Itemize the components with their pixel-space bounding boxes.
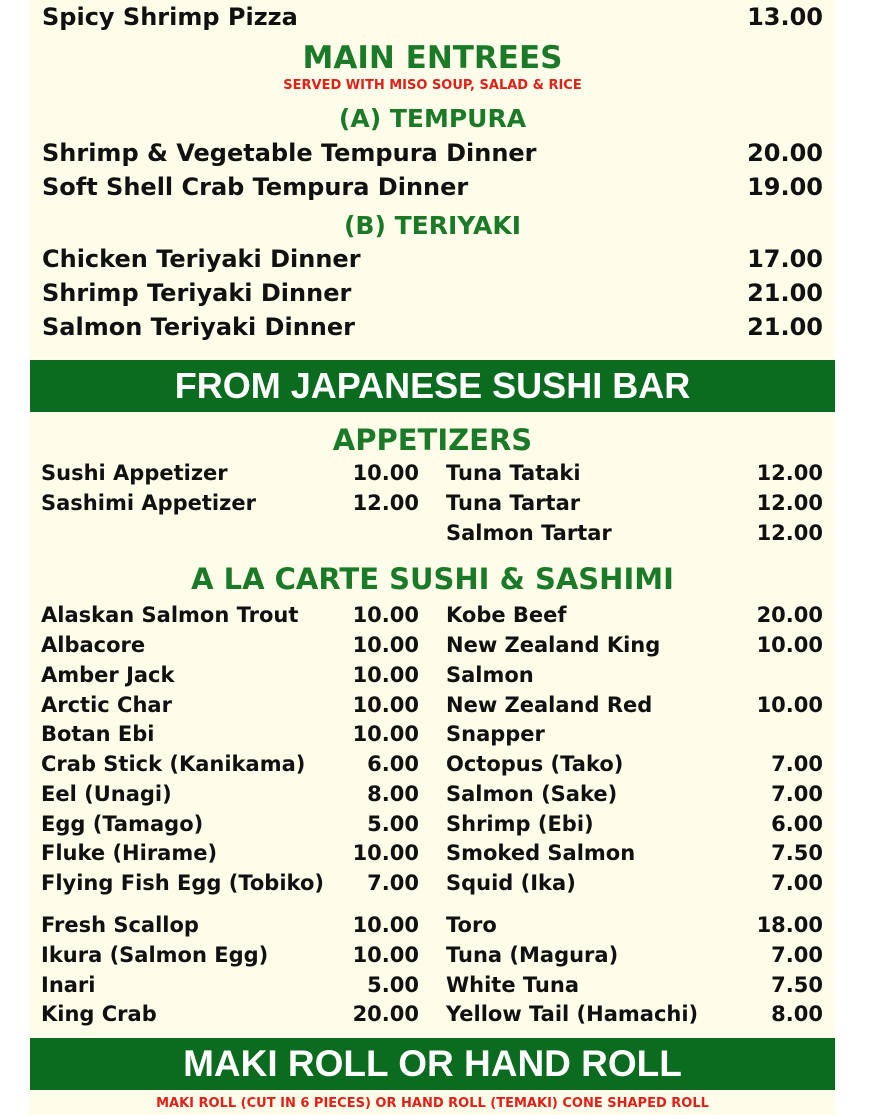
menu-item-price: 12.00 bbox=[756, 521, 823, 545]
menu-item-price: 18.00 bbox=[756, 913, 823, 937]
menu-item-price: 20.00 bbox=[756, 603, 823, 627]
menu-item-name: King Crab bbox=[41, 1002, 157, 1026]
menu-item-name: Smoked Salmon bbox=[446, 841, 636, 865]
menu-item-name: Ikura (Salmon Egg) bbox=[41, 943, 269, 967]
subsection-title-tempura: (A) TEMPURA bbox=[338, 104, 527, 133]
menu-item-name: Eel (Unagi) bbox=[41, 782, 172, 806]
menu-item-name: Fresh Scallop bbox=[41, 913, 199, 937]
menu-item-name: Inari bbox=[41, 973, 96, 997]
menu-item-name: Tuna Tataki bbox=[446, 461, 581, 485]
subsection-title-teriyaki: (B) TERIYAKI bbox=[343, 211, 522, 240]
menu-item-price: 7.00 bbox=[771, 782, 823, 806]
section-subtitle: MAKI ROLL (CUT IN 6 PIECES) OR HAND ROLL (TEMAKI) CONE SHAPED ROLL bbox=[156, 1096, 709, 1111]
menu-item-price: 10.00 bbox=[352, 633, 419, 657]
menu-item-name: Tuna (Magura) bbox=[446, 943, 619, 967]
menu-item-price: 8.00 bbox=[367, 782, 419, 806]
menu-item-name: Botan Ebi bbox=[41, 722, 155, 746]
menu-item-price: 7.00 bbox=[771, 943, 823, 967]
menu-item-price: 12.00 bbox=[756, 461, 823, 485]
menu-item-name: Arctic Char bbox=[41, 693, 172, 717]
menu-item-price: 10.00 bbox=[352, 693, 419, 717]
menu-item-price: 12.00 bbox=[756, 491, 823, 515]
menu-page bbox=[30, 0, 835, 1115]
menu-item-price: 10.00 bbox=[352, 913, 419, 937]
menu-item-price: 5.00 bbox=[367, 973, 419, 997]
menu-item-price: 10.00 bbox=[352, 461, 419, 485]
menu-item-name: Salmon Tartar bbox=[446, 521, 612, 545]
menu-item-price: 7.50 bbox=[771, 973, 823, 997]
section-subtitle: SERVED WITH MISO SOUP, SALAD & RICE bbox=[283, 78, 582, 93]
menu-item-name: Salmon (Sake) bbox=[446, 782, 618, 806]
menu-item-price: 13.00 bbox=[747, 3, 823, 31]
menu-item-name: New Zealand King bbox=[446, 633, 661, 657]
menu-item-price: 10.00 bbox=[352, 841, 419, 865]
section-banner-sushi-bar: FROM JAPANESE SUSHI BAR bbox=[30, 360, 835, 412]
section-banner-maki-roll: MAKI ROLL OR HAND ROLL bbox=[30, 1038, 835, 1090]
menu-item-name: Shrimp (Ebi) bbox=[446, 812, 594, 836]
menu-item-name: Egg (Tamago) bbox=[41, 812, 204, 836]
menu-item-name: Yellow Tail (Hamachi) bbox=[446, 1002, 699, 1026]
menu-item-name: White Tuna bbox=[446, 973, 579, 997]
menu-item-price: 17.00 bbox=[747, 245, 823, 273]
menu-item-price: 10.00 bbox=[756, 693, 823, 717]
menu-item-name: Tuna Tartar bbox=[446, 491, 581, 515]
menu-item-price: 8.00 bbox=[771, 1002, 823, 1026]
menu-item-price: 7.00 bbox=[771, 752, 823, 776]
menu-item-price: 20.00 bbox=[747, 139, 823, 167]
menu-item-name: Chicken Teriyaki Dinner bbox=[42, 245, 361, 273]
menu-item-price: 10.00 bbox=[352, 943, 419, 967]
menu-item-price: 7.00 bbox=[771, 871, 823, 895]
section-title-appetizers: APPETIZERS bbox=[332, 423, 533, 457]
menu-item-price: 5.00 bbox=[367, 812, 419, 836]
menu-item-price: 7.50 bbox=[771, 841, 823, 865]
menu-item-price: 20.00 bbox=[352, 1002, 419, 1026]
menu-item-name: Spicy Shrimp Pizza bbox=[42, 3, 298, 31]
menu-item-name: Amber Jack bbox=[41, 663, 175, 687]
menu-item-name: Crab Stick (Kanikama) bbox=[41, 752, 306, 776]
menu-item-price: 21.00 bbox=[747, 313, 823, 341]
menu-item-name: Salmon bbox=[446, 663, 534, 687]
section-title-main-entrees: MAIN ENTREES bbox=[302, 40, 563, 76]
menu-item-name: Soft Shell Crab Tempura Dinner bbox=[42, 173, 469, 201]
menu-item-price: 10.00 bbox=[352, 722, 419, 746]
menu-item-name: Shrimp & Vegetable Tempura Dinner bbox=[42, 139, 537, 167]
menu-item-name: Snapper bbox=[446, 722, 545, 746]
menu-item-name: Alaskan Salmon Trout bbox=[41, 603, 299, 627]
menu-item-name: Squid (Ika) bbox=[446, 871, 576, 895]
menu-item-price: 21.00 bbox=[747, 279, 823, 307]
menu-item-name: Flying Fish Egg (Tobiko) bbox=[41, 871, 324, 895]
menu-item-name: Albacore bbox=[41, 633, 146, 657]
menu-item-price: 7.00 bbox=[367, 871, 419, 895]
menu-item-price: 12.00 bbox=[352, 491, 419, 515]
menu-item-price: 10.00 bbox=[352, 663, 419, 687]
menu-item-name: Octopus (Tako) bbox=[446, 752, 624, 776]
menu-item-price: 6.00 bbox=[367, 752, 419, 776]
menu-item-name: New Zealand Red bbox=[446, 693, 653, 717]
menu-item-name: Shrimp Teriyaki Dinner bbox=[42, 279, 352, 307]
menu-item-name: Toro bbox=[446, 913, 497, 937]
menu-item-name: Sashimi Appetizer bbox=[41, 491, 256, 515]
menu-item-name: Salmon Teriyaki Dinner bbox=[42, 313, 355, 341]
menu-item-name: Sushi Appetizer bbox=[41, 461, 228, 485]
menu-item-price: 10.00 bbox=[756, 633, 823, 657]
menu-item-price: 10.00 bbox=[352, 603, 419, 627]
menu-item-price: 19.00 bbox=[747, 173, 823, 201]
menu-item-name: Kobe Beef bbox=[446, 603, 567, 627]
section-title-a-la-carte: A LA CARTE SUSHI & SASHIMI bbox=[191, 562, 674, 596]
menu-item-name: Fluke (Hirame) bbox=[41, 841, 218, 865]
menu-item-price: 6.00 bbox=[771, 812, 823, 836]
